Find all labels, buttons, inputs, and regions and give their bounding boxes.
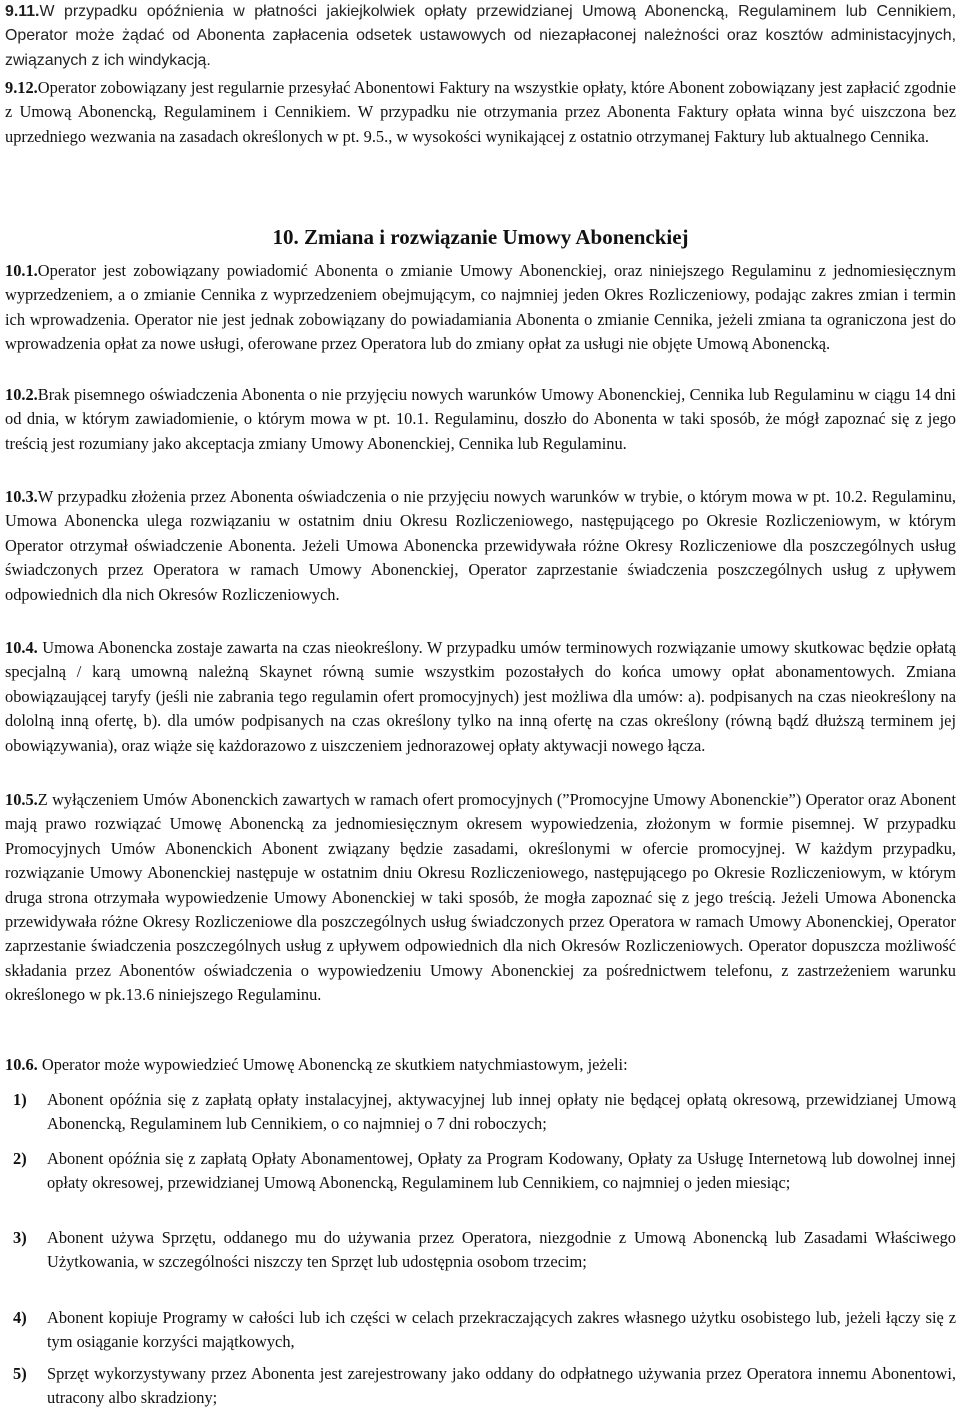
paragraph-10-6 bbox=[5, 1053, 956, 1077]
list-item-text: Abonent używa Sprzętu, oddanego mu do używania przez Operatora, niezgodnie z Umową Abonencką lub Zasadami Właściwego Użytkowania, w szczególności niszczy ten Sprzęt lub udostępnia osobom trzecim; bbox=[47, 1228, 956, 1272]
paragraph-number: 10.6. bbox=[5, 1055, 38, 1074]
list-item-number: 3) bbox=[13, 1228, 27, 1247]
paragraph-10-4 bbox=[5, 636, 956, 758]
list-item bbox=[5, 1088, 958, 1137]
paragraph-9-11 bbox=[5, 0, 956, 73]
paragraph-10-3 bbox=[5, 485, 956, 607]
list-item-text: Sprzęt wykorzystywany przez Abonenta jest zarejestrowany jako oddany do odpłatnego używania przez Operatora innemu Abonentowi, utracony albo skradziony; bbox=[47, 1364, 956, 1408]
list-item-text: Abonent opóźnia się z zapłatą opłaty instalacyjnej, aktywacyjnej lub innej opłaty nie będącej opłatą okresową, przewidzianej Umową Abonencką, Regulaminem lub Cennikiem, o co najmniej o 7 dni roboczych; bbox=[47, 1090, 956, 1134]
paragraph-number: 10.5. bbox=[5, 790, 38, 809]
paragraph-10-5 bbox=[5, 788, 956, 1008]
paragraph-text: W przypadku złożenia przez Abonenta oświadczenia o nie przyjęciu nowych warunków w trybie, o którym mowa w pt. 10.2. Regulaminu, Umowa Abonencka ulega rozwiązaniu w ostatnim dniu Okresu Rozliczeniowego, następującego po Okresie Rozliczeniowym, w którym Operator otrzymał oświadczenie Abonenta. Jeżeli Umowa Abonencka przewidywała różne Okresy Rozliczeniowe dla poszczególnych usług świadczonych przez Operatora w ramach Umowy Abonenckiej, Operator zaprzestanie świadczenia poszczególnych usług z upływem odpowiednich dla nich Okresów Rozliczeniowych. bbox=[5, 487, 956, 604]
paragraph-number: 10.1. bbox=[5, 261, 38, 280]
paragraph-9-12 bbox=[5, 76, 956, 149]
list-item bbox=[5, 1147, 958, 1196]
list-item-number: 5) bbox=[13, 1364, 27, 1383]
list-item bbox=[5, 1226, 958, 1275]
paragraph-text: Operator zobowiązany jest regularnie przesyłać Abonentowi Faktury na wszystkie opłaty, które Abonent zobowiązany jest zapłacić zgodnie z Umową Abonencką, Regulaminem i Cennikiem. W przypadku nie otrzymania przez Abonenta Faktury opłata winna być uiszczona bez uprzedniego wezwania na zasadach określonych w pt. 9.5., w wysokości wynikającej z ostatnio otrzymanej Faktury lub aktualnego Cennika. bbox=[5, 78, 956, 146]
paragraph-10-1 bbox=[5, 259, 956, 357]
paragraph-text: Umowa Abonencka zostaje zawarta na czas nieokreślony. W przypadku umów terminowych rozwiązanie umowy skutkowac będzie opłatą specjalną / karą umowną należną Skaynet równą sumie wszystkim pozostałych do końca umowy opłat abonamentowych. Zmiana obowiązaującej taryfy (jeśli nie zabrania tego regulamin ofert promocyjnych) jest możliwa dla umów: a). podpisanych na czas nieokreślony na dololną inną ofertę, b). dla umów podpisanych na czas określony tylko na inną ofertę na czas określony (równą bądź dłuższą terminem jej obowiązywania), oraz wiąże się każdorazowo z uiszczeniem jednorazowej opłaty aktywacji nowego łącza. bbox=[5, 638, 956, 755]
section-heading: 10. Zmiana i rozwiązanie Umowy Abonenckiej bbox=[272, 225, 689, 249]
list-item-number: 4) bbox=[13, 1308, 27, 1327]
paragraph-number: 10.2. bbox=[5, 385, 38, 404]
list-item-text: Abonent opóźnia się z zapłatą Opłaty Abonamentowej, Opłaty za Program Kodowany, Opłaty za Usługę Internetową lub dowolnej innej opłaty okresowej, przewidzianej Umową Abonencką, Regulaminem lub Cennikiem, co najmniej o jeden miesiąc; bbox=[47, 1149, 956, 1193]
list-item bbox=[5, 1306, 958, 1355]
paragraph-number: 9.11. bbox=[5, 3, 40, 20]
list-item-text: Abonent kopiuje Programy w całości lub ich części w celach przekraczających zakres własnego użytku osobistego lub, jeżeli łączy się z tym osiąganie korzyści majątkowych, bbox=[47, 1308, 956, 1352]
paragraph-number: 10.4. bbox=[5, 638, 38, 657]
paragraph-number: 9.12. bbox=[5, 78, 38, 97]
paragraph-number: 10.3. bbox=[5, 487, 38, 506]
paragraph-text: Z wyłączeniem Umów Abonenckich zawartych w ramach ofert promocyjnych (”Promocyjne Umowy Abonenckie”) Operator oraz Abonent mają prawo rozwiązać Umowę Abonencką za jednomiesięcznym okresem wypowiedzenia, złożonym w formie pisemnej. W przypadku Promocyjnych Umów Abonenckich Abonent związany będzie zasadami, określonymi w ofercie promocyjnej. W każdym przypadku, rozwiązanie Umowy Abonenckiej następuje w ostatnim dniu Okresu Rozliczeniowego, następującego po Okresie Rozliczeniowym, w którym druga strona otrzymała wypowiedzenie Umowy Abonenckiej w taki sposób, że mogła zapoznać się z jego treścią. Jeżeli Umowa Abonencka przewidywała różne Okresy Rozliczeniowe dla poszczególnych usług świadczonych przez Operatora w ramach Umowy Abonenckiej, Operator zaprzestanie świadczenia poszczególnych usług z upływem odpowiednich dla nich Okresów Rozliczeniowych. Operator dopuszcza możliwość składania przez Abonentów oświadczenia o wypowiedzeniu Umowy Abonenckiej za pośrednictwem telefonu, z zastrzeżeniem warunku określonego w pk.13.6 niniejszego Regulaminu. bbox=[5, 790, 956, 1005]
list-item-number: 1) bbox=[13, 1090, 27, 1109]
list-item-number: 2) bbox=[13, 1149, 27, 1168]
list-item bbox=[5, 1362, 958, 1411]
paragraph-text: Operator jest zobowiązany powiadomić Abonenta o zmianie Umowy Abonenckiej, oraz niniejszego Regulaminu z jednomiesięcznym wyprzedzeniem, a o zmianie Cennika z wyprzedzeniem obejmującym, co najmniej jeden Okres Rozliczeniowy, podając zakres zmian i termin ich wprowadzenia. Operator nie jest jednak zobowiązany do powiadamiania Abonenta o zmianie Cennika, jeżeli zmiana ta ograniczona jest do wprowadzenia opłat za nowe usługi, oferowane przez Operatora lub do zmiany opłat za usługi nie objęte Umową Abonencką. bbox=[5, 261, 956, 354]
paragraph-text: Brak pisemnego oświadczenia Abonenta o nie przyjęciu nowych warunków Umowy Abonenckiej, Cennika lub Regulaminu w ciągu 14 dni od dnia, w którym zawiadomienie, o którym mowa w pt. 10.1. Regulaminu, doszło do Abonenta w taki sposób, że mógł zapoznać się z jego treścią jest rozumiany jako akceptacja zmiany Umowy Abonenckiej, Cennika lub Regulaminu. bbox=[5, 385, 956, 453]
paragraph-text: Operator może wypowiedzieć Umowę Abonencką ze skutkiem natychmiastowym, jeżeli: bbox=[37, 1055, 628, 1074]
paragraph-text: W przypadku opóźnienia w płatności jakiejkolwiek opłaty przewidzianej Umową Abonencką, Regulaminem lub Cennikiem, Operator może żądać od Abonenta zapłacenia odsetek ustawowych od niezapłaconej należności oraz kosztów administacyjnych, związanych z ich windykacją. bbox=[5, 3, 956, 69]
paragraph-10-2 bbox=[5, 383, 956, 456]
